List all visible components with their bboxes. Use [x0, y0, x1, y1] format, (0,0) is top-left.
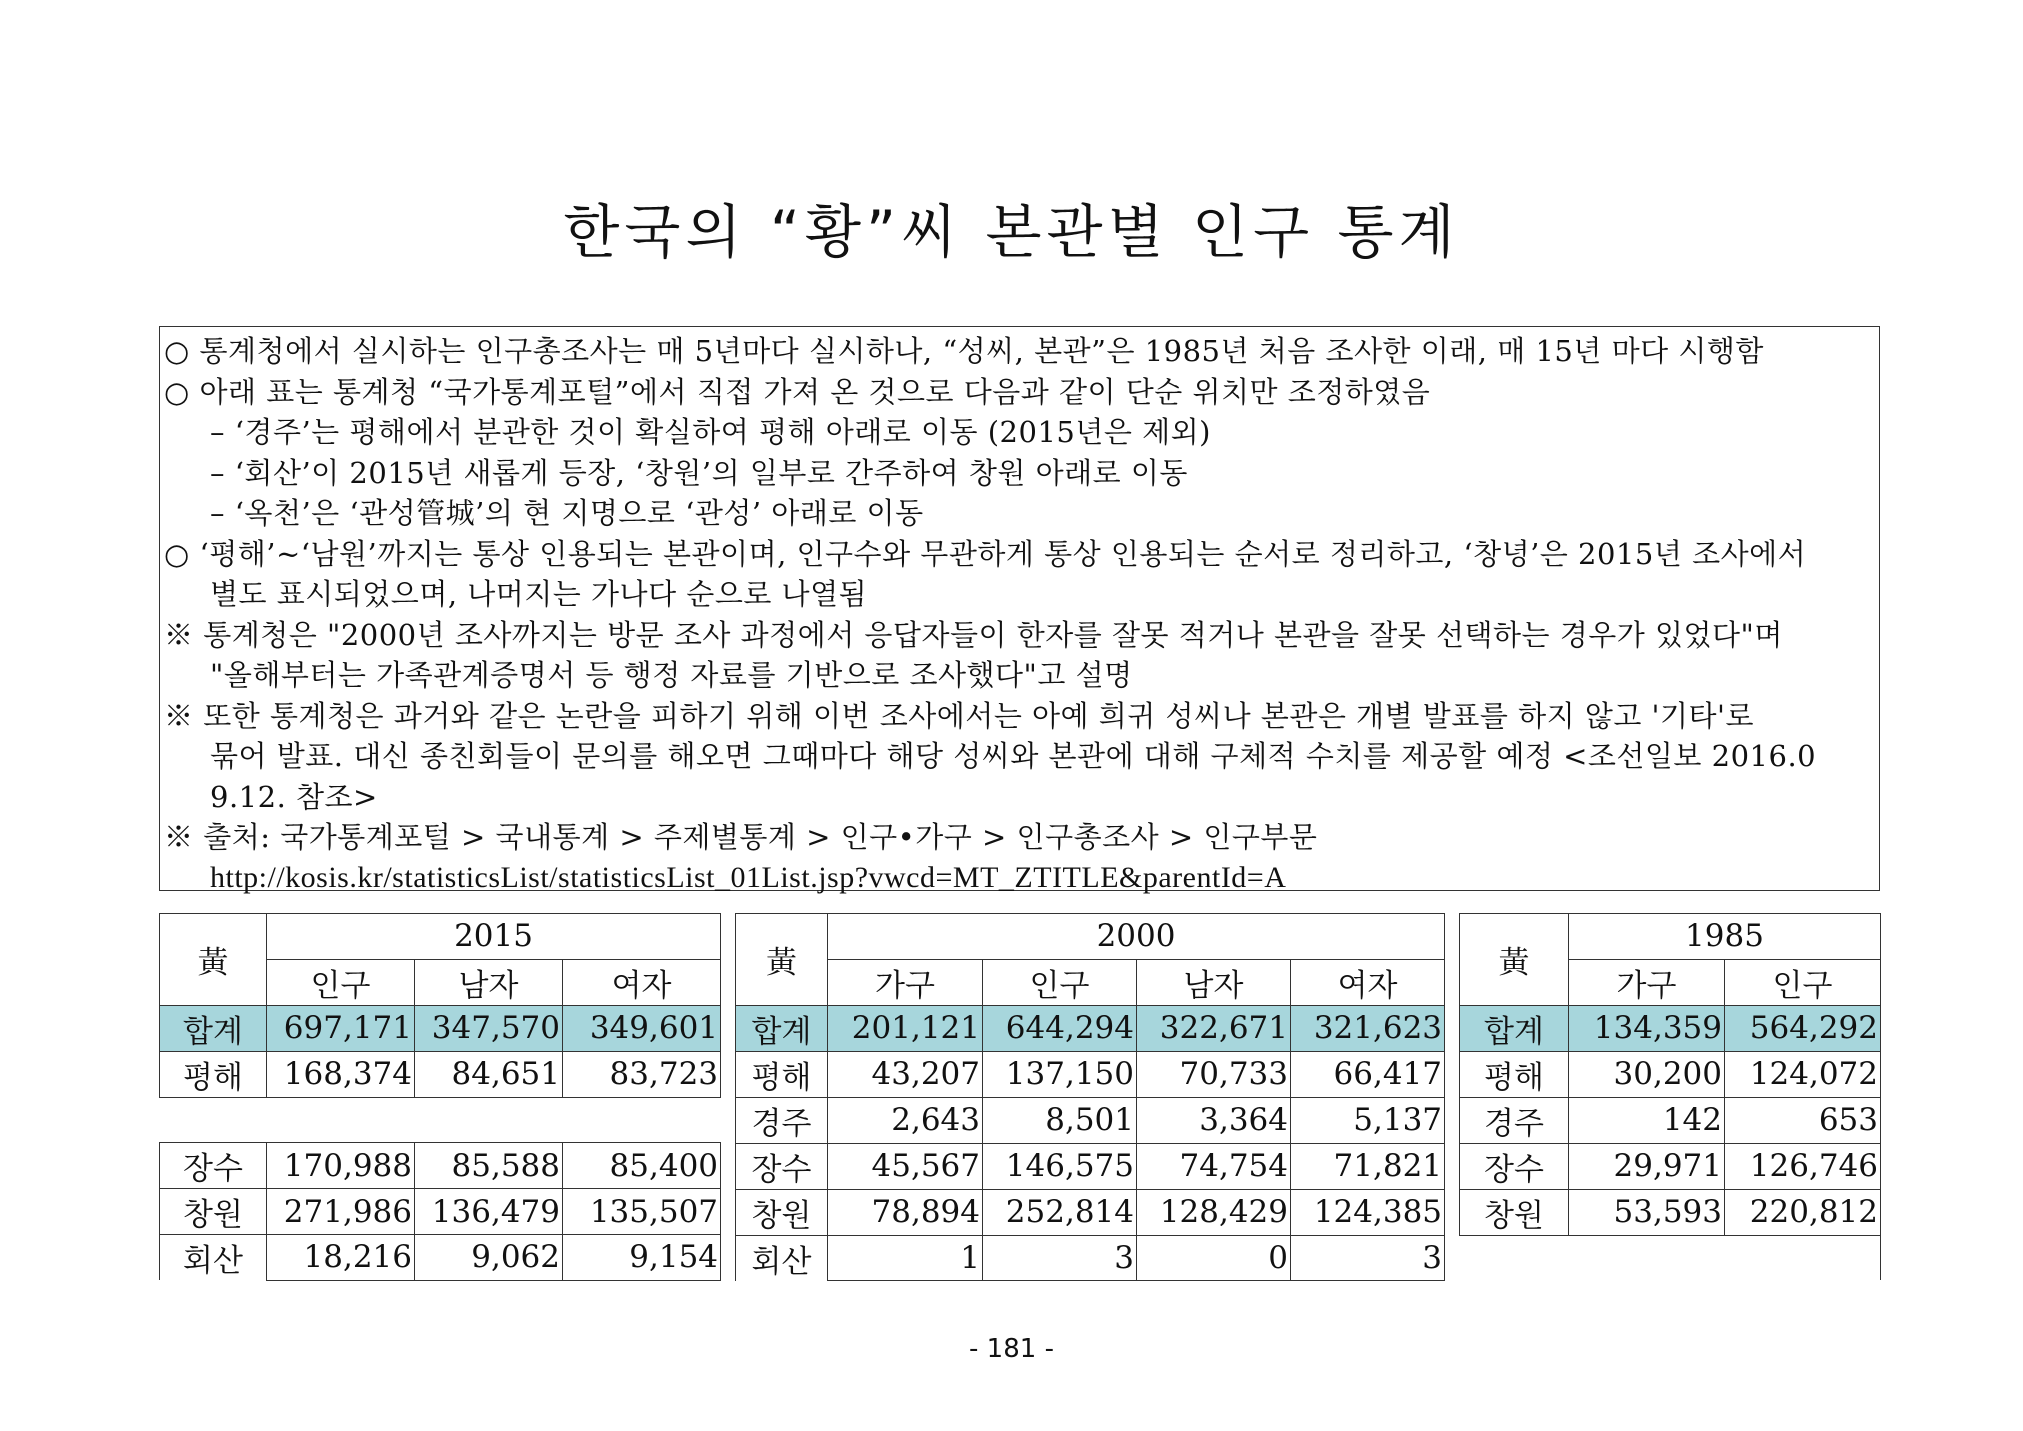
- table-cell: 126,746: [1725, 1143, 1881, 1189]
- row-name: 평해: [736, 1051, 828, 1097]
- table-row: [1460, 1189, 1881, 1235]
- year-header: 2000: [828, 914, 1445, 960]
- column-header: 인구: [1725, 959, 1881, 1005]
- note-line: 별도 표시되었으며, 나머지는 가나다 순으로 나열됨: [210, 577, 868, 611]
- table-cell: 43,207: [828, 1051, 983, 1097]
- row-name: 경주: [736, 1097, 828, 1143]
- table-row-total: [160, 1005, 721, 1051]
- column-header: 여자: [1291, 959, 1445, 1005]
- table-cell: 322,671: [1137, 1005, 1291, 1051]
- table-row: [1460, 1143, 1881, 1189]
- source-url: http://kosis.kr/statisticsList/statisticsList_01List.jsp?vwcd=MT_ZTITLE&parentId=A: [210, 860, 1287, 894]
- table-row: [160, 1051, 721, 1097]
- table-row: [1460, 1051, 1881, 1097]
- table-row: [736, 1051, 1445, 1097]
- table-row: [736, 1189, 1445, 1235]
- table-cell: 124,385: [1291, 1189, 1445, 1235]
- row-name: 회산: [160, 1235, 267, 1281]
- column-header: 남자: [1137, 959, 1291, 1005]
- corner-cell: 黃: [160, 914, 267, 1006]
- row-name: 합계: [160, 1005, 267, 1051]
- table-cell: 220,812: [1725, 1189, 1881, 1235]
- row-name: 평해: [160, 1051, 267, 1097]
- table-cell: 347,570: [415, 1005, 563, 1051]
- table-cell: 170,988: [267, 1143, 415, 1189]
- empty-cell: [1569, 1235, 1725, 1280]
- note-line: ※ 통계청은 "2000년 조사까지는 방문 조사 과정에서 응답자들이 한자를 잘못 적거나 본관을 잘못 선택하는 경우가 있었다"며: [164, 617, 1783, 652]
- table-cell: 564,292: [1725, 1005, 1881, 1051]
- table-cell: 136,479: [415, 1189, 563, 1235]
- empty-cell: [1725, 1235, 1881, 1280]
- table-cell: 9,154: [563, 1235, 721, 1281]
- table-cell: 128,429: [1137, 1189, 1291, 1235]
- table-row: [736, 1097, 1445, 1143]
- table-cell: 697,171: [267, 1005, 415, 1051]
- table-cell: 74,754: [1137, 1143, 1291, 1189]
- table-cell: 30,200: [1569, 1051, 1725, 1097]
- table-2015: [159, 913, 721, 1281]
- table-row: [160, 1235, 721, 1281]
- table-cell: 134,359: [1569, 1005, 1725, 1051]
- note-line: – ‘경주’는 평해에서 분관한 것이 확실하여 평해 아래로 이동 (2015년은 제외): [210, 415, 1211, 449]
- table-cell: 349,601: [563, 1005, 721, 1051]
- note-line: ○ 통계청에서 실시하는 인구총조사는 매 5년마다 실시하나, “성씨, 본관”은 1985년 처음 조사한 이래, 매 15년 마다 시행함: [164, 334, 1764, 368]
- note-line: ○ 아래 표는 통계청 “국가통계포털”에서 직접 가져 온 것으로 다음과 같이 단순 위치만 조정하였음: [164, 374, 1431, 409]
- table-cell: 18,216: [267, 1235, 415, 1281]
- empty-cell: [160, 1097, 721, 1143]
- row-name: 장수: [160, 1143, 267, 1189]
- table-row: [1460, 1097, 1881, 1143]
- table-cell: 2,643: [828, 1097, 983, 1143]
- empty-cell: [1460, 1235, 1569, 1280]
- table-row-total: [736, 1005, 1445, 1051]
- row-name: 창원: [1460, 1189, 1569, 1235]
- row-name: 장수: [736, 1143, 828, 1189]
- column-header: 남자: [415, 959, 563, 1005]
- table-cell: 3: [1291, 1235, 1445, 1281]
- table-cell: 78,894: [828, 1189, 983, 1235]
- table-cell: 124,072: [1725, 1051, 1881, 1097]
- page-number: - 181 -: [969, 1334, 1054, 1364]
- table-row-total: [1460, 1005, 1881, 1051]
- note-line: 묶어 발표. 대신 종친회들이 문의를 해오면 그때마다 해당 성씨와 본관에 대해 구체적 수치를 제공할 예정 <조선일보 2016.0: [210, 739, 1817, 773]
- row-name: 창원: [160, 1189, 267, 1235]
- year-header: 2015: [267, 914, 721, 960]
- table-cell: 70,733: [1137, 1051, 1291, 1097]
- note-line: ※ 또한 통계청은 과거와 같은 논란을 피하기 위해 이번 조사에서는 아예 희귀 성씨나 본관은 개별 발표를 하지 않고 '기타'로: [164, 698, 1755, 733]
- note-line: ○ ‘평해’~‘남원’까지는 통상 인용되는 본관이며, 인구수와 무관하게 통상 인용되는 순서로 정리하고, ‘창녕’은 2015년 조사에서: [164, 536, 1807, 571]
- table-cell: 142: [1569, 1097, 1725, 1143]
- table-cell: 252,814: [983, 1189, 1137, 1235]
- table-cell: 321,623: [1291, 1005, 1445, 1051]
- column-header: 여자: [563, 959, 721, 1005]
- note-line: ※ 출처: 국가통계포털 > 국내통계 > 주제별통계 > 인구•가구 > 인구총조사 > 인구부문: [164, 820, 1318, 854]
- row-name: 창원: [736, 1189, 828, 1235]
- table-cell: 29,971: [1569, 1143, 1725, 1189]
- table-cell: 653: [1725, 1097, 1881, 1143]
- corner-cell: 黃: [736, 914, 828, 1006]
- table-cell: 137,150: [983, 1051, 1137, 1097]
- column-header: 인구: [983, 959, 1137, 1005]
- column-header: 인구: [267, 959, 415, 1005]
- table-cell: 0: [1137, 1235, 1291, 1281]
- table-cell: 53,593: [1569, 1189, 1725, 1235]
- table-cell: 271,986: [267, 1189, 415, 1235]
- table-row: [160, 1189, 721, 1235]
- table-cell: 8,501: [983, 1097, 1137, 1143]
- table-cell: 45,567: [828, 1143, 983, 1189]
- table-cell: 1: [828, 1235, 983, 1281]
- table-cell: 135,507: [563, 1189, 721, 1235]
- table-2000: [735, 913, 1445, 1281]
- row-name: 합계: [1460, 1005, 1569, 1051]
- note-line: – ‘회산’이 2015년 새롭게 등장, ‘창원’의 일부로 간주하여 창원 아래로 이동: [210, 455, 1188, 490]
- row-name: 경주: [1460, 1097, 1569, 1143]
- table-cell: 71,821: [1291, 1143, 1445, 1189]
- note-line: "올해부터는 가족관계증명서 등 행정 자료를 기반으로 조사했다"고 설명: [210, 658, 1133, 692]
- table-cell: 168,374: [267, 1051, 415, 1097]
- table-cell: 66,417: [1291, 1051, 1445, 1097]
- table-cell: 85,588: [415, 1143, 563, 1189]
- notes-box: [159, 326, 1880, 894]
- column-header: 가구: [828, 959, 983, 1005]
- row-name: 회산: [736, 1235, 828, 1281]
- table-cell: 201,121: [828, 1005, 983, 1051]
- table-cell: 146,575: [983, 1143, 1137, 1189]
- table-row-empty: [160, 1097, 721, 1143]
- row-name: 장수: [1460, 1143, 1569, 1189]
- table-cell: 83,723: [563, 1051, 721, 1097]
- table-row: [160, 1143, 721, 1189]
- table-cell: 644,294: [983, 1005, 1137, 1051]
- table-1985: [1459, 913, 1881, 1280]
- note-line: 9.12. 참조>: [210, 779, 378, 814]
- table-row: [736, 1235, 1445, 1281]
- table-cell: 9,062: [415, 1235, 563, 1281]
- row-name: 합계: [736, 1005, 828, 1051]
- table-row: [736, 1143, 1445, 1189]
- column-header: 가구: [1569, 959, 1725, 1005]
- table-cell: 5,137: [1291, 1097, 1445, 1143]
- table-cell: 85,400: [563, 1143, 721, 1189]
- note-line: – ‘옥천’은 ‘관성管城’의 현 지명으로 ‘관성’ 아래로 이동: [210, 496, 924, 530]
- year-header: 1985: [1569, 914, 1881, 960]
- table-cell: 3,364: [1137, 1097, 1291, 1143]
- page-title: 한국의 “황”씨 본관별 인구 통계: [563, 198, 1460, 266]
- table-row-empty: [1460, 1235, 1881, 1280]
- table-cell: 3: [983, 1235, 1137, 1281]
- table-cell: 84,651: [415, 1051, 563, 1097]
- corner-cell: 黃: [1460, 914, 1569, 1006]
- row-name: 평해: [1460, 1051, 1569, 1097]
